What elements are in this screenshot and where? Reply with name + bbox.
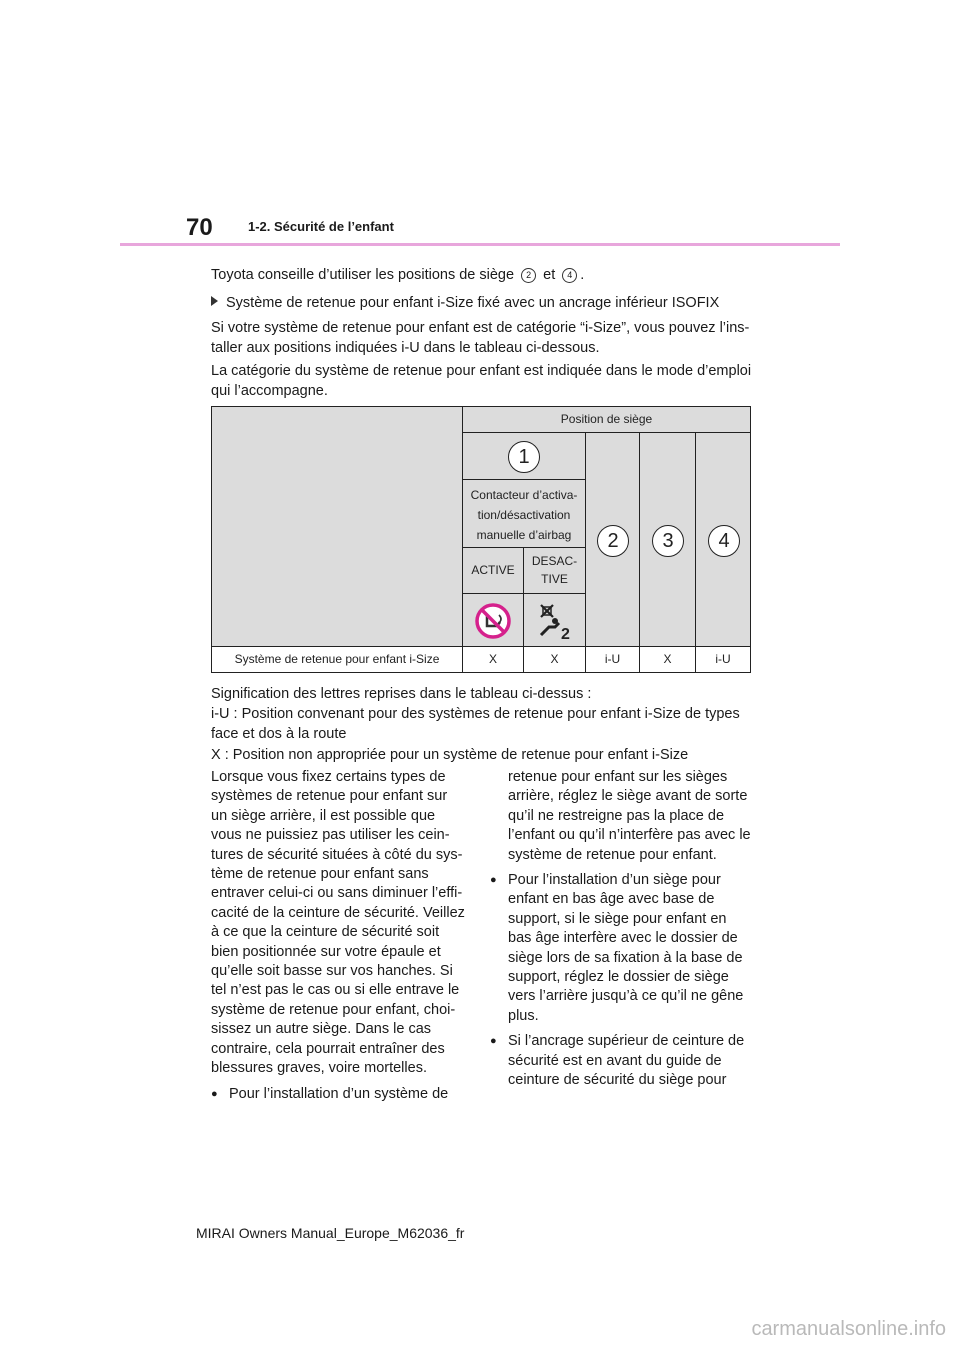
watermark: carmanualsonline.info — [751, 1318, 946, 1340]
right-column — [490, 768, 752, 1091]
intro-text-end: . — [580, 267, 585, 283]
table-cell: X — [462, 646, 524, 673]
seat-position-4-marker: 4 — [708, 525, 740, 557]
svg-text:2: 2 — [561, 626, 570, 641]
table-cell: i-U — [585, 646, 640, 673]
table-row-label: Système de retenue pour enfant i-Size — [211, 646, 463, 673]
seat-position-marker: 2 — [521, 268, 536, 283]
list-item — [490, 871, 752, 1026]
paragraph: La catégorie du système de retenue pour enfant est indiquée dans le mode d’emploi qui l’accompagne. — [211, 363, 752, 399]
list-item-text: Si l’ancrage supérieur de ceinture de sécurité est en avant du guide de ceinture de sécurité du siège pour — [508, 1033, 745, 1089]
position-4-cell — [695, 432, 751, 647]
table-corner-cell — [211, 406, 463, 647]
intro-line — [211, 265, 756, 285]
position-3-cell — [639, 432, 696, 647]
paragraph: Si votre système de retenue pour enfant est de catégorie “i-Size”, vous pouvez l’ins-taller aux positions indiquées i-U dans le tableau ci-dessous. — [211, 320, 750, 356]
section-title: 1-2. Sécurité de l’enfant — [248, 219, 394, 234]
seat-position-marker: 4 — [562, 268, 577, 283]
airbag-icon-cell — [462, 593, 524, 647]
left-column — [211, 768, 466, 1104]
subheading-text: Système de retenue pour enfant i-Size fixé avec un ancrage inférieur ISOFIX — [226, 295, 720, 311]
airbag-icon-cell — [523, 593, 586, 647]
table-cell: X — [639, 646, 696, 673]
header-rule — [120, 243, 840, 246]
seat-position-2-marker: 2 — [597, 525, 629, 557]
seat-position-table — [211, 406, 751, 673]
table-cell: i-U — [695, 646, 751, 673]
legend-x: X : Position non appropriée pour un système de retenue pour enfant i-Size — [211, 747, 689, 763]
list-item-text: Pour l’installation d’un siège pour enfant en bas âge avec base de support, si le siège pour enfant en bas âge interfère avec le dossier de siège lors de sa fixation à la base de support, réglez le dossier de siège vers l’arrière jusqu’à ce qu’il ne gêne plus. — [508, 872, 744, 1024]
passenger-airbag-off-icon — [535, 601, 577, 641]
position-1-cell — [462, 432, 586, 480]
list-item-text: Pour l’installation d’un système de — [229, 1085, 449, 1102]
subheading — [211, 293, 756, 313]
list-item — [211, 1085, 466, 1104]
right-column-continuation: retenue pour enfant sur les sièges arrière, réglez le siège avant de sorte qu’il ne restreigne pas la place de l’enfant ou qu’il n’interfère pas avec le système de retenue pour enfant. — [508, 769, 751, 863]
active-cell: ACTIVE — [462, 547, 524, 594]
position-2-cell — [585, 432, 640, 647]
triangle-bullet-icon — [211, 296, 218, 306]
legend-intro: Signification des lettres reprises dans le tableau ci-dessus : — [211, 686, 592, 702]
table-cell: X — [523, 646, 586, 673]
desactive-cell: DESAC-TIVE — [523, 547, 586, 594]
seat-position-1-marker: 1 — [508, 441, 540, 473]
intro-text: Toyota conseille d’utiliser les positions de siège — [211, 267, 515, 283]
list-item — [490, 1032, 752, 1090]
seat-position-3-marker: 3 — [652, 525, 684, 557]
legend-iu: i-U : Position convenant pour des systèmes de retenue pour enfant i-Size de types face et dos à la route — [211, 706, 740, 742]
table-header-cell: Position de siège — [462, 406, 751, 433]
page-number: 70 — [186, 214, 213, 241]
footer-text: MIRAI Owners Manual_Europe_M62036_fr — [196, 1225, 465, 1241]
intro-text-mid: et — [543, 267, 556, 283]
airbag-off-child-seat-icon — [475, 603, 511, 639]
airbag-switch-cell: Contacteur d’activa-tion/désactivation manuelle d’airbag — [462, 479, 586, 548]
left-column-paragraph: Lorsque vous fixez certains types de systèmes de retenue pour enfant sur un siège arrière, il est possible que vous ne puissiez pas utiliser les cein-tures de sécurité situées à côté du sys-tème de retenue pour enfant sans entraver celui-ci ou sans diminuer l’effi-cacité de la ceinture de sécurité. Veillez à ce que la ceinture de sécurité soit bien positionnée sur votre épaule et qu’elle soit basse sur vos hanches. Si tel n’est pas le cas ou si elle entrave le système de retenue pour enfant, choi-sissez un autre siège. Dans le cas contraire, cela pourrait entraîner des blessures graves, voire mortelles. — [211, 769, 465, 1077]
